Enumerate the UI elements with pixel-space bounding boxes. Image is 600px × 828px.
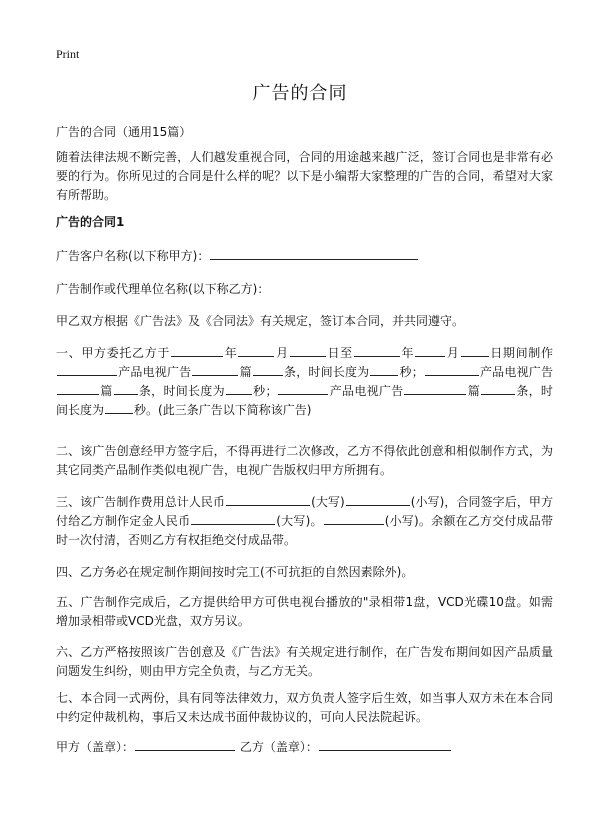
clause-3-text: 三、该广告制作费用总计人民币: [56, 495, 226, 509]
clause-3: [56, 493, 553, 550]
clause-1-text: 篇: [100, 384, 113, 398]
clause-1-text: 条，时间长度为: [283, 365, 370, 379]
party-b-label: 乙方（盖章）：: [239, 740, 318, 754]
blank: [290, 344, 326, 357]
blank: [370, 363, 398, 376]
blank: [105, 401, 133, 414]
blank: [57, 382, 99, 395]
clause-1-text: 条，时间长度为: [138, 384, 225, 398]
party-a-label: 甲方（盖章）：: [56, 740, 135, 754]
clause-1-text: 年: [224, 346, 238, 360]
blank: [192, 363, 238, 376]
clause-1-text: 秒；: [252, 384, 278, 398]
print-link[interactable]: Print: [56, 47, 80, 61]
clause-1-text: 月: [446, 346, 460, 360]
blank: [415, 344, 445, 357]
clause-1-text: 秒；: [399, 365, 424, 379]
clause-1-text: 条，时间长度为: [56, 384, 553, 417]
intro-paragraph: 随着法律法规不断完善，人们越发重视合同，合同的用途越来越广泛，签订合同也是非常有必要的行为。你所见过的合同是什么样的呢？以下是小编帮大家整理的广告的合同，希望对大家有所帮助。: [56, 150, 553, 202]
clause-1-text: 产品电视广告: [118, 365, 192, 379]
clause-3-text: (大写)。: [276, 514, 323, 528]
client-name-blank: [210, 247, 418, 260]
blank: [481, 382, 515, 395]
client-name-label: 广告客户名称(以下称甲方)：: [56, 249, 210, 263]
clause-1-text: 月: [275, 346, 289, 360]
clause-1-text: 产品电视广告: [479, 365, 553, 379]
blank: [346, 493, 410, 506]
document-subtitle: 广告的合同（通用15篇）: [56, 125, 192, 139]
clause-1-text: 秒。(此三条广告以下简称该广告): [134, 403, 312, 417]
clause-3-text: (小写)。余额在乙方交付成品带时一次付清，否则乙方有权拒绝交付成品带。: [56, 514, 553, 547]
clause-1-text: 日期间制作: [489, 346, 553, 360]
clause-1-text: 篇: [239, 365, 252, 379]
clause-5: 五、广告制作完成后，乙方提供给甲方可供电视台播放的"录相带1盘，VCD光碟10盘。如需增加录相带或VCD光盘，双方另议。: [56, 595, 553, 628]
blank: [191, 512, 275, 525]
clause-7: 七、本合同一式两份，具有同等法律效力，双方负责人签字后生效，如当事人双方未在本合同中约定仲裁机构，事后又未达成书面仲裁协议的，可向人民法院起诉。: [56, 691, 553, 724]
clause-3-text: (小写)，合同签字后，甲方付给乙方制作定金人民币: [56, 495, 553, 528]
blank: [461, 344, 489, 357]
clause-3-text: (大写): [311, 495, 345, 509]
clause-1-text: 年: [400, 346, 415, 360]
clause-6: 六、乙方严格按照该广告创意及《广告法》有关规定进行制作，在广告发布期间如因产品质量问题发生纠纷，则由甲方完全负责，与乙方无关。: [56, 645, 553, 678]
agreement-line: 甲乙双方根据《广告法》及《合同法》有关规定，签订本合同，并共同遵守。: [56, 314, 465, 328]
blank: [57, 363, 117, 376]
blank: [226, 382, 252, 395]
blank: [404, 382, 466, 395]
section-heading: 广告的合同1: [56, 215, 125, 229]
blank: [114, 382, 138, 395]
blank: [278, 382, 328, 395]
blank: [238, 344, 274, 357]
party-b-blank: [319, 738, 451, 751]
blank: [253, 363, 283, 376]
page-title: 广告的合同: [252, 83, 348, 104]
clause-1-text: 日至: [326, 346, 353, 360]
clause-2: 二、该广告创意经甲方签字后，不得再进行二次修改，乙方不得依此创意和相似制作方式，为其它同类产品制作类似电视广告，电视广告版权归甲方所拥有。: [56, 444, 553, 477]
blank: [171, 344, 223, 357]
clause-1-text: 一、甲方委托乙方于: [56, 346, 171, 360]
client-name-line: [56, 247, 553, 266]
party-a-blank: [135, 738, 235, 751]
blank: [425, 363, 479, 376]
blank: [354, 344, 400, 357]
blank: [226, 493, 310, 506]
clause-1-text: 产品电视广告: [329, 384, 404, 398]
agency-name-line: 广告制作或代理单位名称(以下称乙方)：: [56, 282, 270, 296]
blank: [324, 512, 384, 525]
signature-row: [56, 738, 452, 755]
clause-1: [56, 344, 553, 420]
clause-4: 四、乙方务必在规定制作期间按时完工(不可抗拒的自然因素除外)。: [56, 565, 414, 579]
clause-1-text: 篇: [467, 384, 481, 398]
